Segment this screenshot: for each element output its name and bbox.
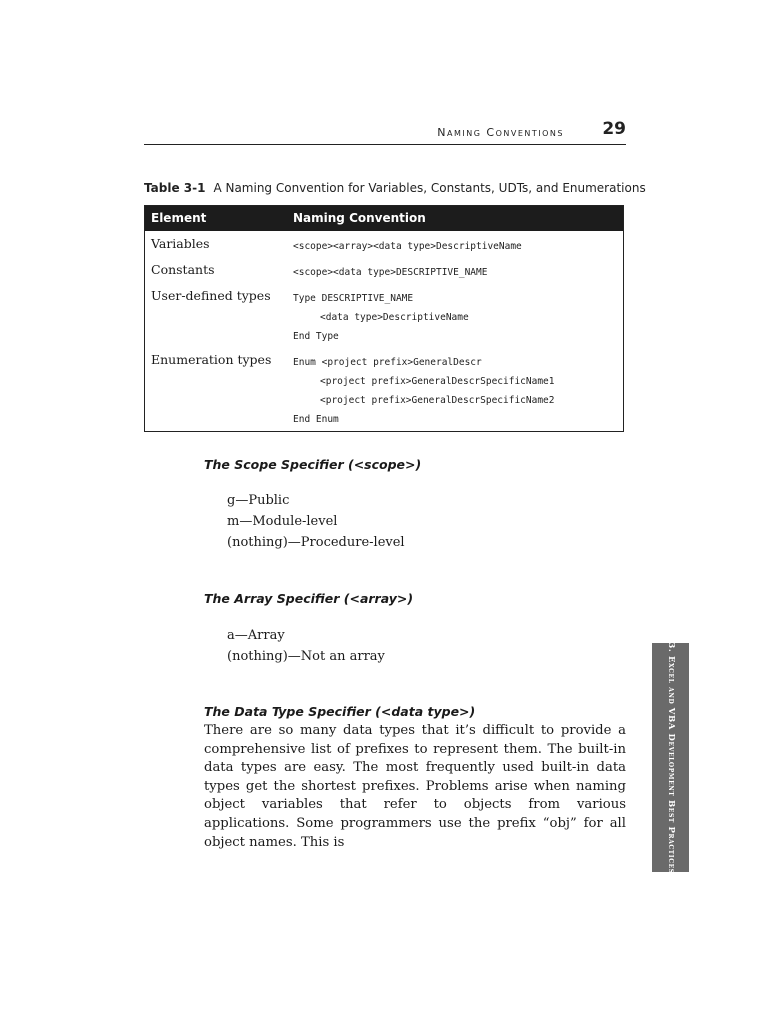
- code-line: <project prefix>GeneralDescrSpecificName1: [320, 376, 555, 387]
- table-caption: [144, 181, 646, 195]
- scope-specifier-heading: The Scope Specifier (<scope>): [204, 457, 422, 472]
- code-line: <data type>DescriptiveName: [320, 312, 469, 323]
- list-item: g—Public: [227, 493, 290, 508]
- code-line: Type DESCRIPTIVE_NAME: [293, 293, 414, 304]
- array-specifier-heading: The Array Specifier (<array>): [204, 591, 414, 606]
- code-line: End Enum: [293, 414, 339, 425]
- column-header-naming-convention: Naming Convention: [293, 211, 426, 225]
- list-item: m—Module-level: [227, 514, 338, 529]
- column-header-element: Element: [151, 211, 207, 225]
- row-element: Constants: [151, 262, 215, 277]
- row-element: Enumeration types: [151, 352, 272, 367]
- table-caption-number: Table 3-1: [144, 181, 206, 195]
- chapter-side-tab: [652, 643, 689, 872]
- running-title: Naming Conventions: [437, 126, 564, 139]
- code-line: End Type: [293, 331, 339, 342]
- table-header-row: [145, 206, 623, 231]
- list-item: (nothing)—Not an array: [227, 649, 385, 664]
- code-line: Enum <project prefix>GeneralDescr: [293, 357, 482, 368]
- list-item: a—Array: [227, 628, 285, 643]
- list-item: (nothing)—Procedure-level: [227, 535, 405, 550]
- body-paragraph: There are so many data types that it’s difficult to provide a comprehensive list of prefixes to represent them. The built-in data types are easy. The most frequently used built-in data types get the shortest prefixes. Problems arise when naming object variables that refer to objects from various applications. Some programmers use the prefix “obj” for all object names. This is: [204, 723, 626, 850]
- naming-convention-table: [144, 205, 624, 432]
- running-header: [144, 118, 626, 145]
- code-line: <project prefix>GeneralDescrSpecificName2: [320, 395, 555, 406]
- row-element: Variables: [151, 236, 210, 251]
- page-number: 29: [602, 119, 626, 139]
- data-type-specifier-heading: The Data Type Specifier (<data type>): [204, 704, 476, 719]
- row-element: User-defined types: [151, 288, 271, 303]
- code-line: <scope><array><data type>DescriptiveName: [293, 241, 522, 252]
- chapter-side-tab-label: 3. Excel and VBA Development Best Practices: [665, 641, 676, 874]
- code-line: <scope><data type>DESCRIPTIVE_NAME: [293, 267, 488, 278]
- table-caption-text: A Naming Convention for Variables, Constants, UDTs, and Enumerations: [213, 181, 646, 195]
